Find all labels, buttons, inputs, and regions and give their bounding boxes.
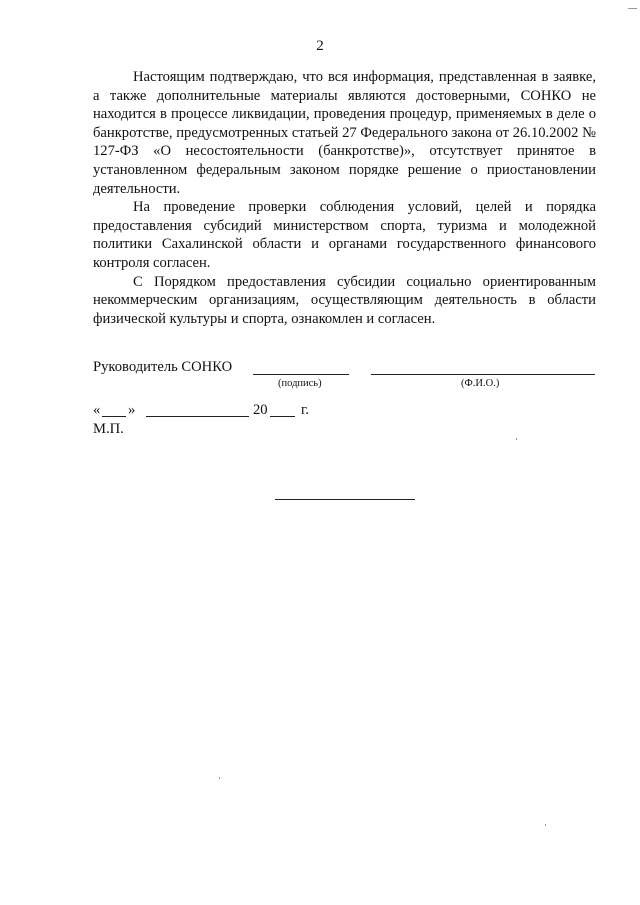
signature-title: Руководитель СОНКО <box>93 359 233 375</box>
scan-mark <box>545 824 546 826</box>
signature-caption: (подпись) <box>278 378 322 389</box>
scan-mark <box>219 777 220 779</box>
scan-mark <box>516 438 517 440</box>
body-text <box>93 68 596 328</box>
paragraph-procedure-acknowledgement: С Порядком предоставления субсидии социально ориентированным некоммерческим организациям, осуществляющим деятельность в области физической культуры и спорта, ознакомлен и согласен. <box>93 273 596 327</box>
name-line <box>371 374 595 375</box>
year-blank <box>270 416 295 417</box>
signature-line <box>253 374 349 375</box>
date-close-quote: » <box>128 402 136 418</box>
paragraph-confirmation: Настоящим подтверждаю, что вся информация, представленная в заявке, а также дополнительные материалы являются достоверными, СОНКО не находится в процессе ликвидации, проведения процедур, применяемых в деле о банкротстве, предусмотренных статьей 27 Федерального закона от 26.10.2002 № 127-ФЗ «О несостоятельности (банкротстве)», отсутствует принятое в установленном федеральным законом порядке решение о приостановлении деятельности. <box>93 69 596 197</box>
year-prefix: 20 <box>253 402 268 418</box>
page-number: 2 <box>316 38 324 54</box>
signature-block <box>93 359 613 399</box>
day-blank <box>102 416 126 417</box>
paragraph-inspection-consent: На проведение проверки соблюдения условий, целей и порядка предоставления субсидий министерством спорта, туризма и молодежной политики Сахалинской области и органами государственного финансового контроля согласен. <box>93 199 596 271</box>
date-open-quote: « <box>93 402 101 418</box>
month-blank <box>146 416 249 417</box>
date-line <box>93 402 413 422</box>
scan-mark <box>628 8 637 9</box>
name-caption: (Ф.И.О.) <box>461 378 500 389</box>
stamp-label: М.П. <box>93 421 124 437</box>
year-suffix: г. <box>301 402 309 418</box>
closing-line <box>275 499 415 500</box>
